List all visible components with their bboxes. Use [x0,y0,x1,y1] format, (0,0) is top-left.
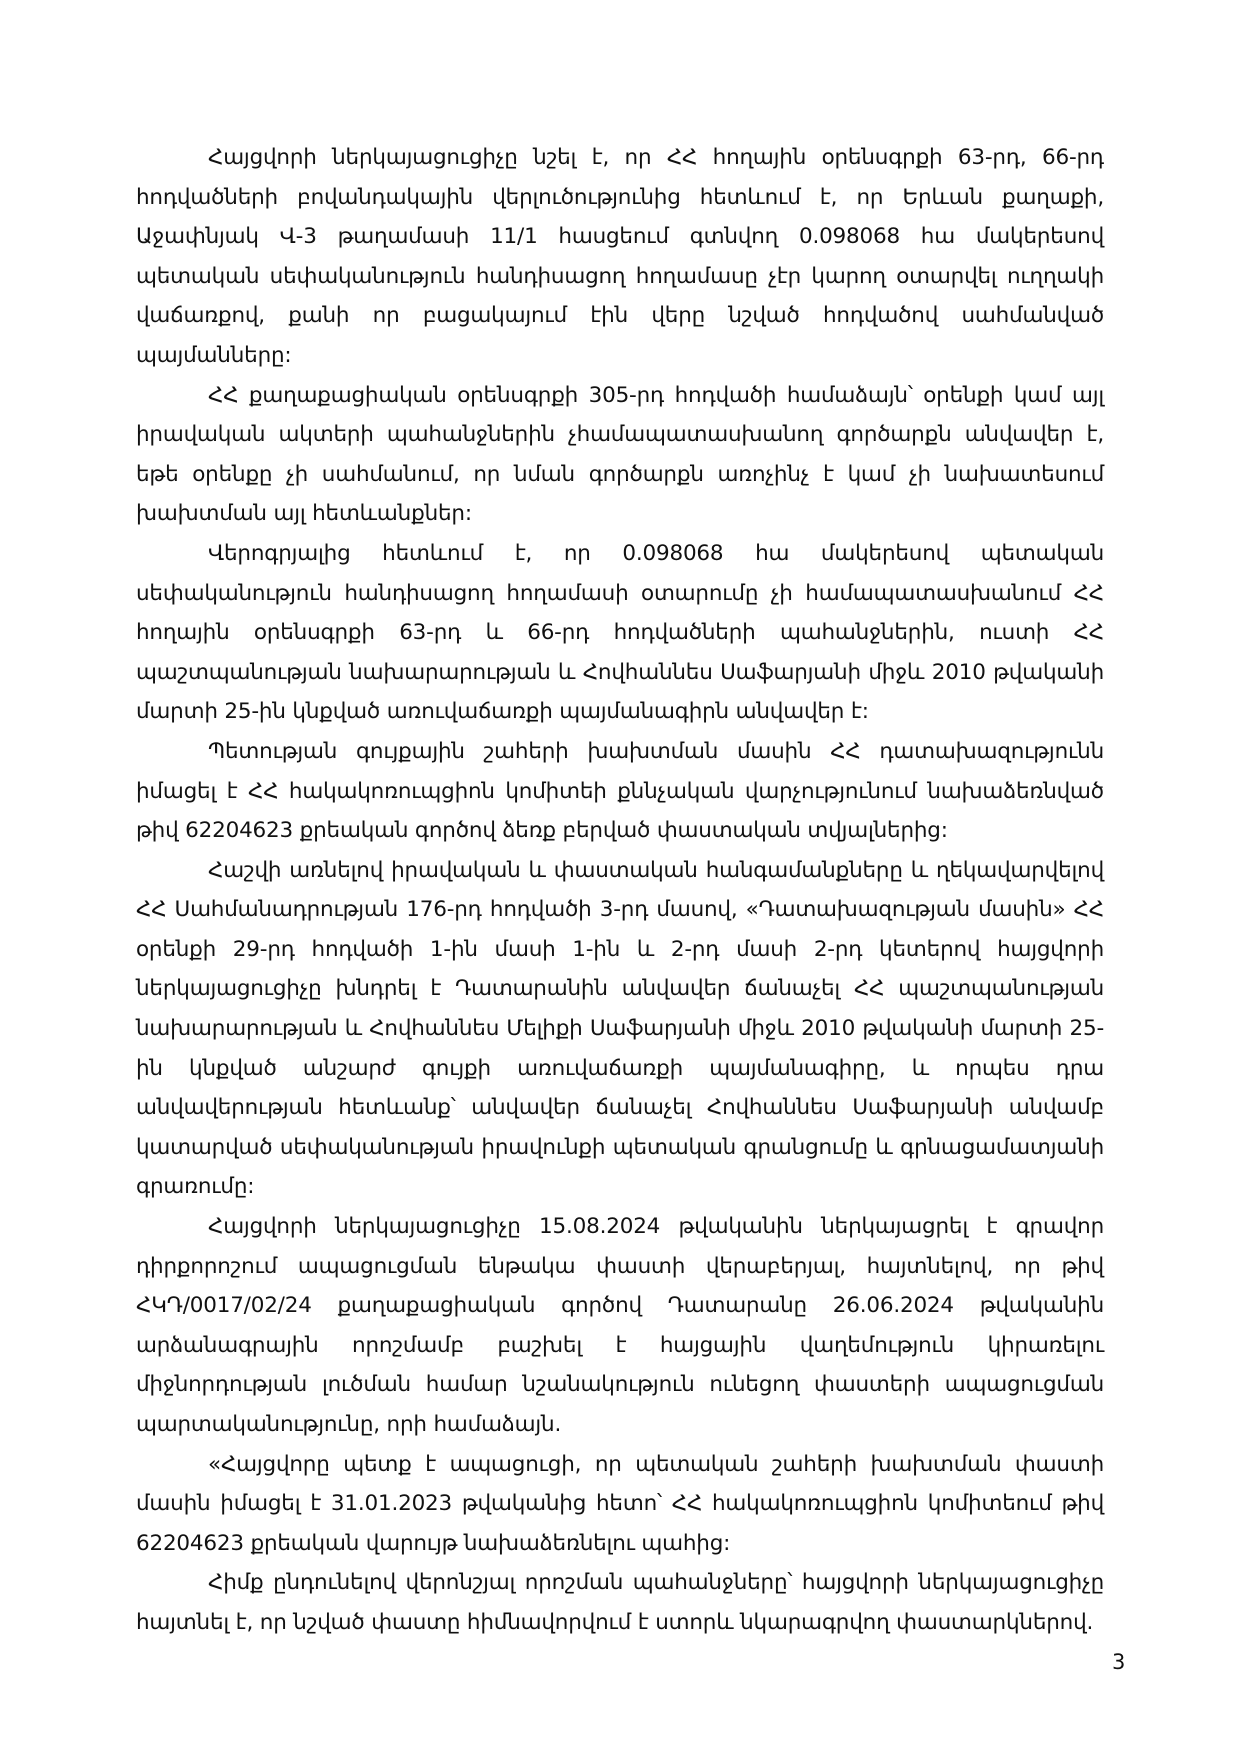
paragraph-prosecution-knowledge: Պետության գույքային շահերի խախտման մասին ՀՀ դատախազությունն իմացել է ՀՀ հակակոռուպցիոն կոմիտեի քննչական վարչությունում նախաձեռնված թիվ 62204623 քրեական գործով ձեռք բերված փաստական տվյալներից: [136,738,1104,844]
paragraph-claim-request: Հաշվի առնելով իրավական և փաստական հանգամանքները և ղեկավարվելով ՀՀ Սահմանադրության 176-րդ հոդվածի 3-րդ մասով, «Դատախազության մասին» ՀՀ օրենքի 29-րդ հոդվածի 1-ին մասի 1-ին և 2-րդ մասի 2-րդ կետերով հայցվորի ներկայացուցիչը խնդրել է Դատարանին անվավեր ճանաչել ՀՀ պաշտպանության նախարարության և Հովհաննես Մելիքի Սաֆարյանի միջև 2010 թվականի մարտի 25-ին կնքված անշարժ գույքի առուվաճառքի պայմանագիրը, և որպես դրա անվավերության հետևանք՝ անվավեր ճանաչել Հովհաննես Սաֆարյանի անվամբ կատարված սեփականության իրավունքի պետական գրանցումը և գրնացամատյանի գրառումը: [136,857,1104,1200]
paragraph-conclusion: Հիմք ընդունելով վերոնշյալ որոշման պահանջները՝ հայցվորի ներկայացուցիչը հայտնել է, որ նշված փաստը հիմնավորվում է ստորև նկարագրվող փաստարկներով. [136,1570,1104,1635]
paragraph-land-code-analysis: Հայցվորի ներկայացուցիչը նշել է, որ ՀՀ հողային օրենսգրքի 63-րդ, 66-րդ հոդվածների բովանդակային վերլուծությունից հետևում է, որ Երևան քաղաքի, Աջափնյակ Վ-3 թաղամասի 11/1 հասցեում գտնվող 0.098068 հա մակերեսով պետական սեփականություն հանդիսացող հողամասը չէր կարող օտարվել ուղղակի վաճառքով, քանի որ բացակայում էին վերը նշված հոդվածով սահմանված պայմանները: [136,145,1104,368]
paragraph-burden-of-proof-quote: «Հայցվորը պետք է ապացուցի, որ պետական շահերի խախտման փաստի մասին իմացել է 31.01.2023 թվականից հետո՝ ՀՀ հակակոռուպցիոն կոմիտեում թիվ 62204623 քրեական վարույթ նախաձեռնելու պահից: [136,1451,1104,1556]
paragraph-civil-code-305: ՀՀ քաղաքացիական օրենսգրքի 305-րդ հոդվածի համաձայն՝ օրենքի կամ այլ իրավական ակտերի պահանջներին չհամապատասխանող գործարքն անվավեր է, եթե օրենքը չի սահմանում, որ նման գործարքն առոչինչ է կամ չի նախատեսում խախտման այլ հետևանքներ: [136,382,1104,527]
page-number: 3 [1112,1650,1126,1674]
document-body [136,138,1104,1643]
paragraph-written-position: Հայցվորի ներկայացուցիչը 15.08.2024 թվականին ներկայացրել է գրավոր դիրքորոշում ապացուցման ենթակա փաստի վերաբերյալ, հայտնելով, որ թիվ ՀԿԴ/0017/02/24 քաղաքացիական գործով Դատարանը 26.06.2024 թվականին արձանագրային որոշմամբ բաշխել է հայցային վաղեմություն կիրառելու միջնորդության լուծման համար նշանակություն ունեցող փաստերի ապացուցման պարտականությունը, որի համաձայն. [136,1214,1104,1437]
paragraph-contract-invalid: Վերոգրյալից հետևում է, որ 0.098068 հա մակերեսով պետական սեփականություն հանդիսացող հողամասի օտարումը չի համապատասխանում ՀՀ հողային օրենսգրքի 63-րդ և 66-րդ հոդվածների պահանջներին, ուստի ՀՀ պաշտպանության նախարարության և Հովհաննես Սաֆարյանի միջև 2010 թվականի մարտի 25-ին կնքված առուվաճառքի պայմանագիրն անվավեր է: [136,540,1104,725]
